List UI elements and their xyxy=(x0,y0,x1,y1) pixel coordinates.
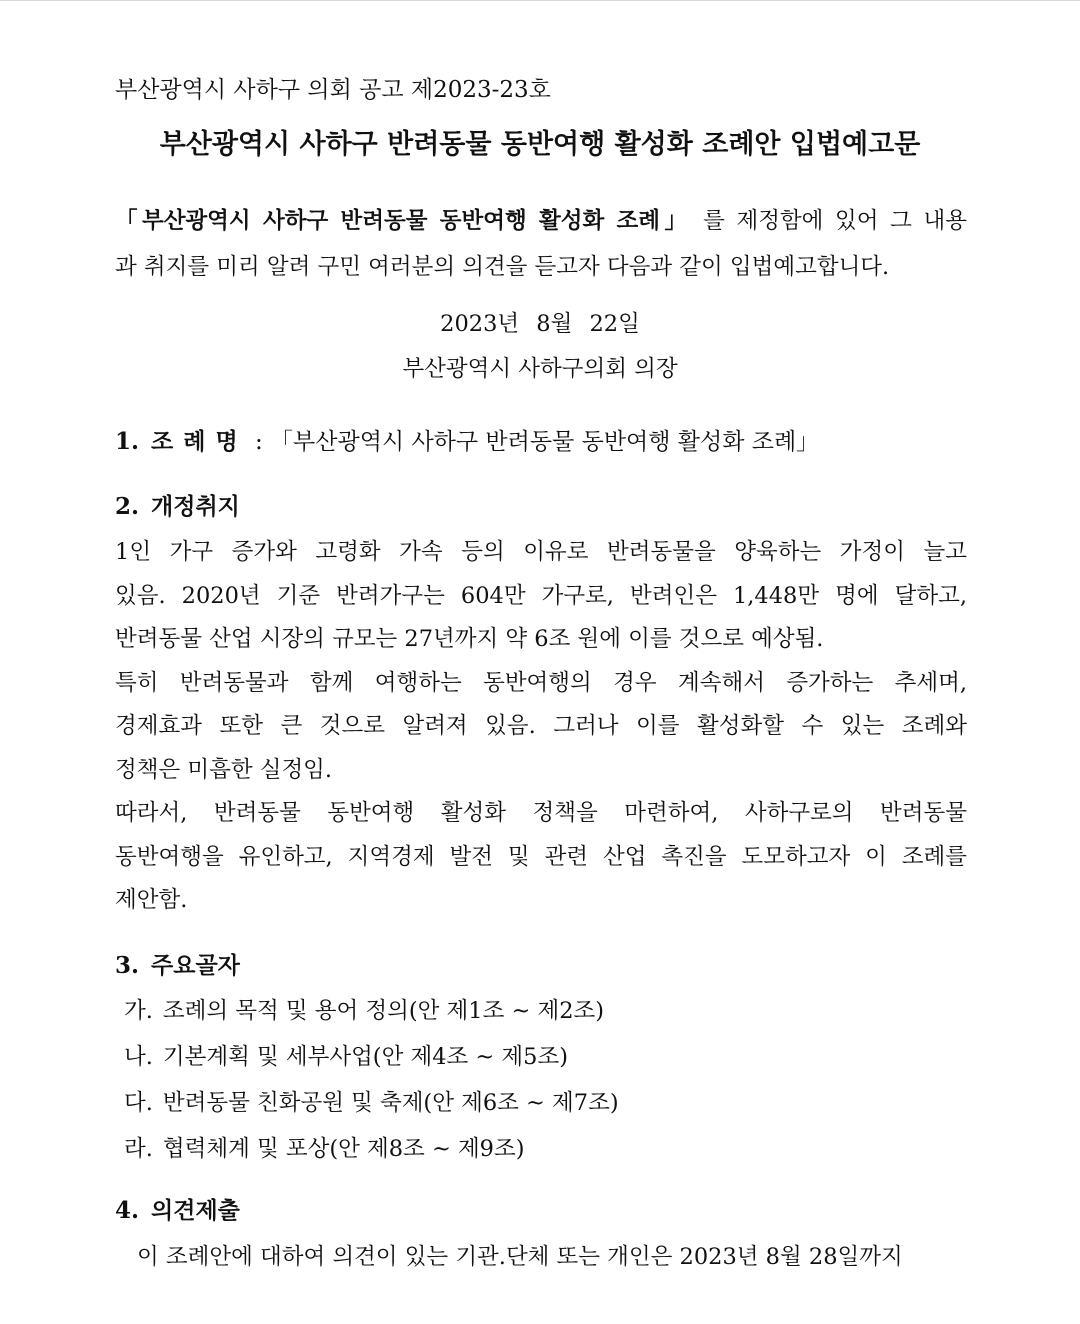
section-2-heading xyxy=(115,491,240,523)
section-3-title: 주요골자 xyxy=(151,952,240,979)
section-2-title: 개정취지 xyxy=(151,493,240,520)
section-2-body xyxy=(115,531,967,923)
item-mark: 가. xyxy=(124,998,153,1024)
section-2-line: 특히 반려동물과 함께 여행하는 동반여행의 경우 계속해서 증가하는 추세며, xyxy=(115,669,967,696)
item-text: 조례의 목적 및 용어 정의(안 제1조 ~ 제2조) xyxy=(162,998,605,1024)
intro-paragraph xyxy=(115,198,967,290)
section-2-line: 따라서, 반려동물 동반여행 활성화 정책을 마련하여, 사하구로의 반려동물 xyxy=(115,800,967,826)
section-4-number: 4. xyxy=(115,1197,140,1224)
section-2-line: 1인 가구 증가와 고령화 가속 등의 이유로 반려동물을 양육하는 가정이 늘고 xyxy=(115,539,967,565)
item-text: 기본계획 및 세부사업(안 제4조 ~ 제5조) xyxy=(162,1044,568,1070)
notice-date: 2023년 8월 22일 xyxy=(440,311,640,337)
top-divider xyxy=(0,0,1080,1)
section-1-label: 조례명 xyxy=(151,428,248,455)
document-title: 부산광역시 사하구 반려동물 동반여행 활성화 조례안 입법예고문 xyxy=(159,129,921,160)
section-2-line: 동반여행을 유인하고, 지역경제 발전 및 관련 산업 촉진을 도모하고자 이 조례를 xyxy=(115,843,967,870)
section-4-heading xyxy=(115,1195,240,1227)
section-1 xyxy=(115,426,819,458)
section-3-heading xyxy=(115,950,240,982)
intro-line-1-rest: 를 제정함에 있어 그 내용 xyxy=(703,208,967,234)
section-2-line: 있음. 2020년 기준 반려가구는 604만 가구로, 반려인은 1,448만 명에 달하고, xyxy=(115,582,967,609)
section-3-item xyxy=(124,1133,525,1165)
section-2-line: 제안함. xyxy=(115,887,188,913)
section-2-line: 반려동물 산업 시장의 규모는 27년까지 약 6조 원에 이를 것으로 예상됨. xyxy=(115,626,824,652)
section-2-line: 정책은 미흡한 실정임. xyxy=(115,756,333,783)
section-4-text: 이 조례안에 대하여 의견이 있는 기관.단체 또는 개인은 2023년 8월 28일까지 xyxy=(137,1244,903,1270)
section-1-value: 「부산광역시 사하구 반려동물 동반여행 활성화 조례」 xyxy=(270,429,820,455)
section-2-line: 경제효과 또한 큰 것으로 알려져 있음. 그러나 이를 활성화할 수 있는 조례와 xyxy=(115,713,967,739)
section-3-item xyxy=(124,995,604,1027)
item-text: 반려동물 친화공원 및 축제(안 제6조 ~ 제7조) xyxy=(162,1090,619,1116)
item-mark: 라. xyxy=(124,1136,153,1162)
section-3-item xyxy=(124,1041,568,1073)
section-2-number: 2. xyxy=(115,493,140,520)
item-mark: 다. xyxy=(124,1090,153,1116)
item-mark: 나. xyxy=(124,1044,153,1070)
section-3-item xyxy=(124,1087,619,1119)
ordinance-name-bold: 「부산광역시 사하구 반려동물 동반여행 활성화 조례」 xyxy=(115,208,692,234)
notice-number: 부산광역시 사하구 의회 공고 제2023-23호 xyxy=(115,77,551,103)
intro-line-1 xyxy=(115,198,967,244)
intro-line-2: 과 취지를 미리 알려 구민 여러분의 의견을 듣고자 다음과 같이 입법예고합니다. xyxy=(115,254,890,280)
section-4-title: 의견제출 xyxy=(151,1197,240,1224)
item-text: 협력체계 및 포상(안 제8조 ~ 제9조) xyxy=(162,1136,525,1162)
section-1-separator: : xyxy=(247,429,271,455)
signer: 부산광역시 사하구의회 의장 xyxy=(402,356,678,382)
section-1-number: 1. xyxy=(115,428,140,455)
section-3-number: 3. xyxy=(115,952,140,979)
